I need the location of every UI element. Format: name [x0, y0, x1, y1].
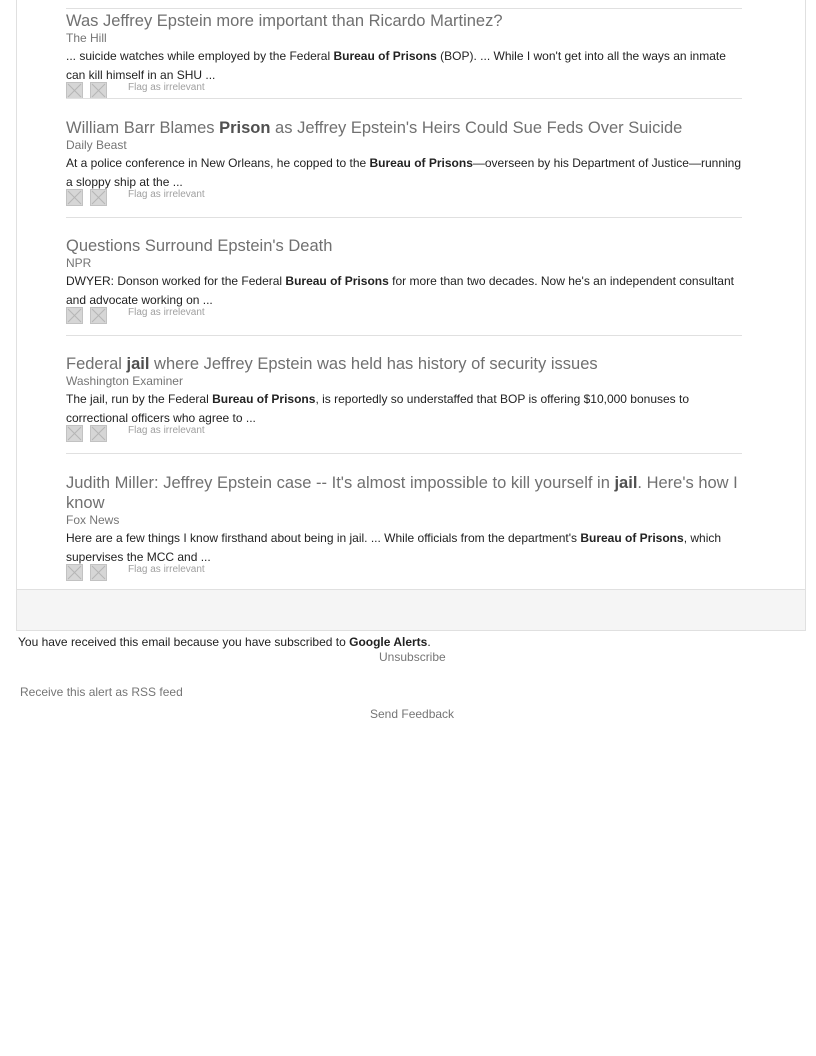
flag-irrelevant-link[interactable]: Flag as irrelevant	[128, 425, 205, 436]
thumbs-up-icon[interactable]	[66, 425, 83, 442]
highlighted-term: Bureau of Prisons	[580, 531, 684, 545]
text-segment: The jail, run by the Federal	[66, 392, 213, 406]
highlighted-term: Bureau of Prisons	[212, 392, 316, 406]
result-actions	[66, 189, 742, 208]
thumbs-down-icon[interactable]	[90, 307, 107, 324]
result-title[interactable]	[66, 473, 742, 513]
text-segment: Judith Miller: Jeffrey Epstein case -- It's almost impossible to kill yourself in	[66, 474, 615, 492]
result-item	[66, 335, 742, 444]
thumbs-down-icon[interactable]	[90, 82, 107, 99]
text-segment: for more than two decades. Now he's an independent consultant and advocate working on ...	[66, 274, 734, 307]
text-segment: Federal	[66, 355, 127, 373]
result-source: Washington Examiner	[66, 374, 183, 388]
flag-irrelevant-link[interactable]: Flag as irrelevant	[128, 307, 205, 318]
result-source: Fox News	[66, 513, 120, 527]
text-segment: DWYER: Donson worked for the Federal	[66, 274, 286, 288]
thumbs-down-icon[interactable]	[90, 189, 107, 206]
highlighted-term: Bureau of Prisons	[285, 274, 389, 288]
highlighted-term: Prison	[219, 119, 271, 137]
text-segment: William Barr Blames	[66, 119, 220, 137]
result-item	[66, 8, 742, 101]
result-item	[66, 98, 742, 208]
flag-irrelevant-link[interactable]: Flag as irrelevant	[128, 189, 205, 200]
thumbs-down-icon[interactable]	[90, 425, 107, 442]
result-snippet	[66, 47, 742, 85]
result-actions	[66, 564, 742, 583]
text-segment: Was Jeffrey Epstein more important than Ricardo Martinez?	[66, 12, 503, 30]
result-title[interactable]	[66, 355, 742, 374]
result-title[interactable]	[66, 119, 742, 138]
text-segment: . Here's how I know	[66, 474, 738, 512]
result-item	[66, 217, 742, 326]
thumbs-down-icon[interactable]	[90, 564, 107, 581]
google-alerts-link[interactable]: Google Alerts	[349, 635, 428, 649]
text-segment: where Jeffrey Epstein was held has history of security issues	[149, 355, 598, 373]
text-segment: , which supervises the MCC and ...	[66, 531, 722, 564]
text-segment: ... suicide watches while employed by the Federal	[66, 49, 334, 63]
flag-irrelevant-link[interactable]: Flag as irrelevant	[128, 564, 205, 575]
highlighted-term: Bureau of Prisons	[333, 49, 437, 63]
thumbs-up-icon[interactable]	[66, 82, 83, 99]
text-segment: Questions Surround Epstein's Death	[66, 237, 333, 255]
text-segment: —overseen by his Department of Justice—running a sloppy ship at the ...	[66, 156, 742, 189]
result-item	[66, 453, 742, 583]
card-footer-bar	[17, 589, 805, 630]
result-snippet	[66, 154, 742, 192]
result-source: NPR	[66, 256, 92, 270]
thumbs-up-icon[interactable]	[66, 564, 83, 581]
subscription-notice	[18, 635, 431, 649]
highlighted-term: jail	[126, 355, 150, 373]
result-snippet	[66, 272, 742, 310]
result-actions	[66, 307, 742, 326]
text-segment: as Jeffrey Epstein's Heirs Could Sue Feds Over Suicide	[270, 119, 683, 137]
unsubscribe-link[interactable]: Unsubscribe	[379, 650, 446, 664]
result-snippet	[66, 390, 742, 428]
text-segment: , is reportedly so understaffed that BOP is offering $10,000 bonuses to correctional officers who agree to ...	[66, 392, 690, 425]
text-segment: Here are a few things I know firsthand about being in jail. ... While officials from the department's	[66, 531, 581, 545]
thumbs-up-icon[interactable]	[66, 189, 83, 206]
subscription-notice-period: .	[427, 635, 431, 649]
flag-irrelevant-link[interactable]: Flag as irrelevant	[128, 82, 205, 93]
rss-feed-link[interactable]: Receive this alert as RSS feed	[20, 685, 183, 699]
result-source: Daily Beast	[66, 138, 127, 152]
result-title[interactable]	[66, 237, 742, 256]
send-feedback-link[interactable]: Send Feedback	[370, 707, 455, 721]
highlighted-term: Bureau of Prisons	[369, 156, 473, 170]
result-actions	[66, 425, 742, 444]
text-segment: At a police conference in New Orleans, he copped to the	[66, 156, 370, 170]
highlighted-term: jail	[614, 474, 638, 492]
result-title[interactable]	[66, 12, 742, 31]
thumbs-up-icon[interactable]	[66, 307, 83, 324]
text-segment: (BOP). ... While I won't get into all the ways an inmate can kill himself in an SHU ...	[66, 49, 726, 82]
result-snippet	[66, 529, 742, 567]
subscription-notice-text: You have received this email because you have subscribed to	[18, 635, 350, 649]
result-source: The Hill	[66, 31, 107, 45]
